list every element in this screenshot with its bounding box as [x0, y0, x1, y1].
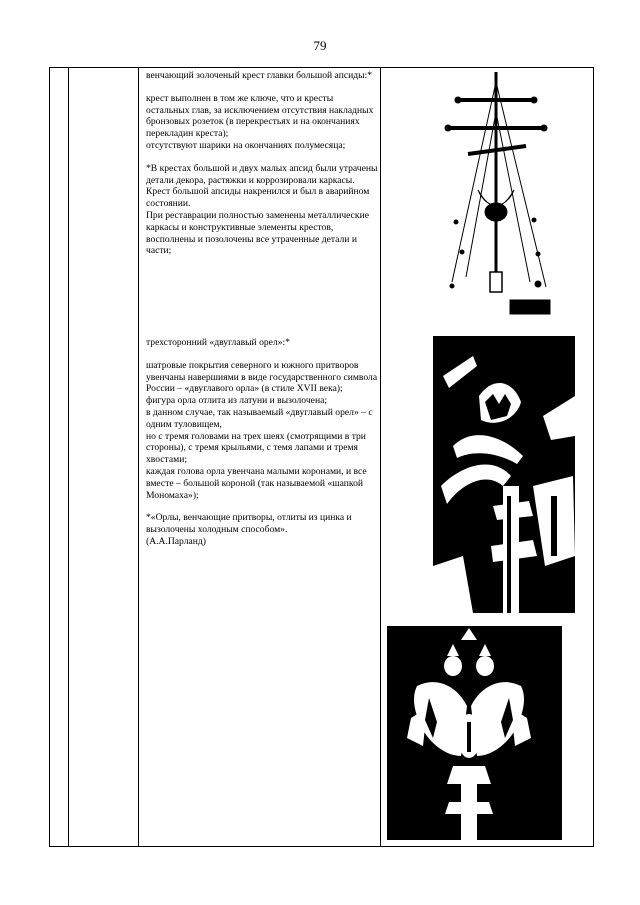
- eagle-paragraph: фигура орла отлита из латуни и вызолочена;: [146, 395, 327, 407]
- eagle-paragraph: в данном случае, так называемый «двуглавый орел» – с одним туловищем,: [146, 406, 373, 430]
- cross-description: [146, 70, 378, 257]
- eagle-description: [146, 337, 378, 548]
- cross-note: *В крестах большой и двух малых апсид были утрачены детали декора, растяжки и коррозировали каркасы. Крест большой апсиды накренился и был в аварийном состоянии.: [146, 162, 378, 210]
- eagle-paragraph: но с тремя головами на трех шеях (смотрящими в три стороны), с тремя крыльями, с темя лапами и тремя хвостами;: [146, 430, 366, 466]
- eagle-photo: [387, 626, 562, 840]
- eagle-paragraph: шатровые покрытия северного и южного притворов увенчаны навершиями в виде государственного символа России – «двуглавого орла» (в стиле XVII века);: [146, 359, 378, 395]
- eagle-paragraph: каждая голова орла увенчана малыми коронами, и все вместе – большой короной (так называемой «шапкой Мономаха»);: [146, 465, 367, 501]
- cross-intro: венчающий золоченый крест главки большой апсиды:*: [146, 70, 373, 81]
- column-divider: [68, 68, 69, 846]
- column-divider: [138, 68, 139, 846]
- cross-note: При реставрации полностью заменены металлические каркасы и конструктивные элементы крестов, восполнены и позолочены все утраченные детали и части;: [146, 209, 369, 257]
- cross-paragraph: отсутствуют шарики на окончаниях полумесяца;: [146, 139, 346, 151]
- cross-paragraph: крест выполнен в том же ключе, что и кресты остальных глав, за исключением отсутствия накладных бронзовых розеток (в перекрестьях и на окончаниях перекладин креста);: [146, 92, 374, 140]
- page-number: 79: [313, 38, 327, 53]
- eagle-intro: трехсторонний «двуглавый орел»:*: [146, 337, 290, 348]
- eagle-finial-photo: [433, 336, 575, 613]
- eagle-note: (А.А.Парланд): [146, 535, 206, 547]
- cross-photo: [438, 72, 556, 317]
- column-divider: [380, 68, 381, 846]
- eagle-note: *«Орлы, венчающие притворы, отлиты из цинка и вызолочены холодным способом».: [146, 512, 352, 536]
